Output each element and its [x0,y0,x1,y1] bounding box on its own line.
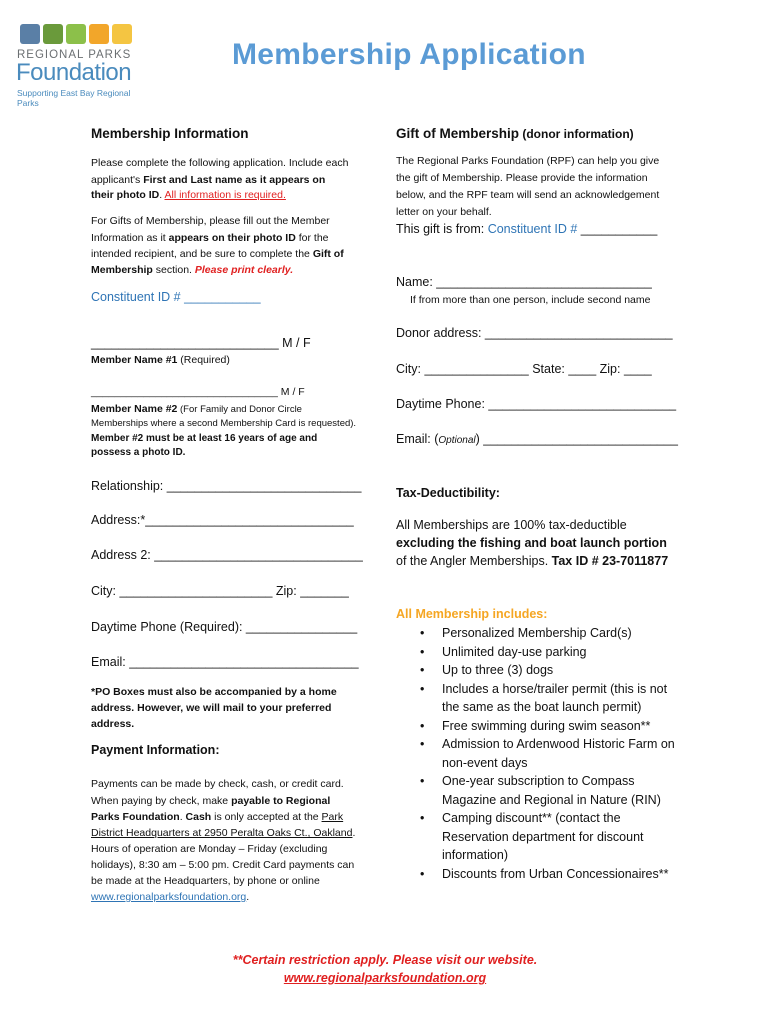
list-item: • Free swimming during swim season** [420,717,675,736]
list-item-continued: Magazine and Regional in Nature (RIN) [442,792,661,807]
list-item: • Camping discount** (contact the [420,809,675,828]
member1-name-field[interactable]: ___________________________ M / F [91,336,311,350]
list-item: • Includes a horse/trailer permit (this is not [420,680,675,699]
list-item: • One-year subscription to Compass [420,772,675,791]
logo-line1: REGIONAL PARKS [17,49,132,61]
member2-name-field[interactable]: ________________________________ M / F [91,386,305,398]
logo-icons [20,24,150,44]
donor-address-field[interactable]: Donor address: ___________________________ [396,326,673,340]
payment-line3: Parks Foundation. Cash is only accepted at the Park [91,811,344,823]
tax-line2: excluding the fishing and boat launch portion [396,536,667,550]
payment-line2: When paying by check, make payable to Regional [91,795,331,807]
list-item-continued: Reservation department for discount [442,829,644,844]
sun-icon [112,24,132,44]
gift-note-line3: intended recipient, and be sure to complete the Gift of [91,248,344,260]
list-item: • Discounts from Urban Concessionaires** [420,865,675,884]
relationship-field[interactable]: Relationship: ____________________________ [91,479,362,493]
payment-heading: Payment Information: [91,743,220,757]
includes-heading: All Membership includes: [396,607,548,621]
donor-name-note: If from more than one person, include second name [410,294,651,306]
logo-tagline: Supporting East Bay Regional Parks [17,88,131,108]
list-item: • Unlimited day-use parking [420,643,675,662]
member2-note-line4: possess a photo ID. [91,447,186,458]
leaf-icon [66,24,86,44]
city-zip-field[interactable]: City: ______________________ Zip: _______ [91,584,349,598]
hiker-icon [89,24,109,44]
payment-line1: Payments can be made by check, cash, or credit card. [91,778,344,790]
tree-icon [43,24,63,44]
gift-intro-line3: below, and the RPF team will send an acknowledgement [396,189,660,201]
tax-line1: All Memberships are 100% tax-deductible [396,518,627,532]
list-item: • Admission to Ardenwood Historic Farm on [420,735,675,754]
payment-line4: District Headquarters at 2950 Peralta Oaks Ct., Oakland. [91,827,356,839]
constituent-id-field[interactable]: Constituent ID # ___________ [91,290,261,304]
gift-from-field[interactable]: This gift is from: Constituent ID # ___________ [396,222,658,236]
donor-name-field[interactable]: Name: _______________________________ [396,275,652,289]
footer-note: **Certain restriction apply. Please visit our website. [232,953,538,967]
gift-heading: Gift of Membership (donor information) [396,126,634,141]
gift-note-line4: Membership section. Please print clearly. [91,264,294,276]
logo-line2: Foundation [16,59,132,86]
foundation-logo [14,24,150,108]
includes-list [420,624,675,883]
gift-intro-line4: letter on your behalf. [396,206,492,218]
tax-line3: of the Angler Memberships. Tax ID # 23-7011877 [396,554,669,568]
po-box-line3: address. [91,718,135,730]
member1-label: Member Name #1 (Required) [91,354,230,366]
donor-city-state-zip-field[interactable]: City: _______________ State: ____ Zip: ____ [396,362,652,376]
email-field[interactable]: Email: _________________________________ [91,655,359,669]
membership-info-heading: Membership Information [91,126,249,141]
po-box-line2: address. However, we will mail to your preferred [91,702,332,714]
member2-label: Member Name #2 (For Family and Donor Circle [91,403,302,415]
footer-link[interactable]: www.regionalparksfoundation.org [283,971,487,985]
po-box-line1: *PO Boxes must also be accompanied by a home [91,686,337,698]
website-link[interactable]: www.regionalparksfoundation.org [91,891,247,903]
bird-icon [20,24,40,44]
member2-note-line2: Memberships where a second Membership Card is requested). [91,418,357,429]
donor-email-field[interactable]: Email: (Optional) ____________________________ [396,432,678,446]
address-field[interactable]: Address:*______________________________ [91,513,354,527]
list-item: • Up to three (3) dogs [420,661,675,680]
address2-field[interactable]: Address 2: ______________________________ [91,548,363,562]
gift-intro-line2: the gift of Membership. Please provide the information [396,172,648,184]
list-item-continued: non-event days [442,755,528,770]
payment-line8: www.regionalparksfoundation.org. [91,891,250,903]
list-item-continued: the same as the boat launch permit) [442,700,642,714]
payment-line6: holidays), 8:30 am – 5:00 pm. Credit Card payments can [91,859,355,871]
donor-phone-field[interactable]: Daytime Phone: ___________________________ [396,397,677,411]
list-item: • Personalized Membership Card(s) [420,624,675,643]
page-title: Membership Application [232,38,586,71]
list-item-continued: information) [442,848,508,862]
member2-note-line3: Member #2 must be at least 16 years of age and [91,433,318,444]
intro-line2: applicant's First and Last name as it appears on [91,174,326,186]
payment-line7: be made at the Headquarters, by phone or online [91,875,320,887]
gift-note-line2: Information as it appears on their photo ID for the [91,232,329,244]
payment-line5: Hours of operation are Monday – Friday (excluding [91,843,328,855]
tax-heading: Tax-Deductibility: [396,486,500,500]
intro-line1: Please complete the following application. Include each [91,157,349,169]
intro-line3: their photo ID. All information is required. [91,189,286,201]
gift-note-line1: For Gifts of Membership, please fill out the Member [91,215,330,227]
gift-intro-line1: The Regional Parks Foundation (RPF) can help you give [396,155,660,167]
daytime-phone-field[interactable]: Daytime Phone (Required): ________________ [91,620,358,634]
